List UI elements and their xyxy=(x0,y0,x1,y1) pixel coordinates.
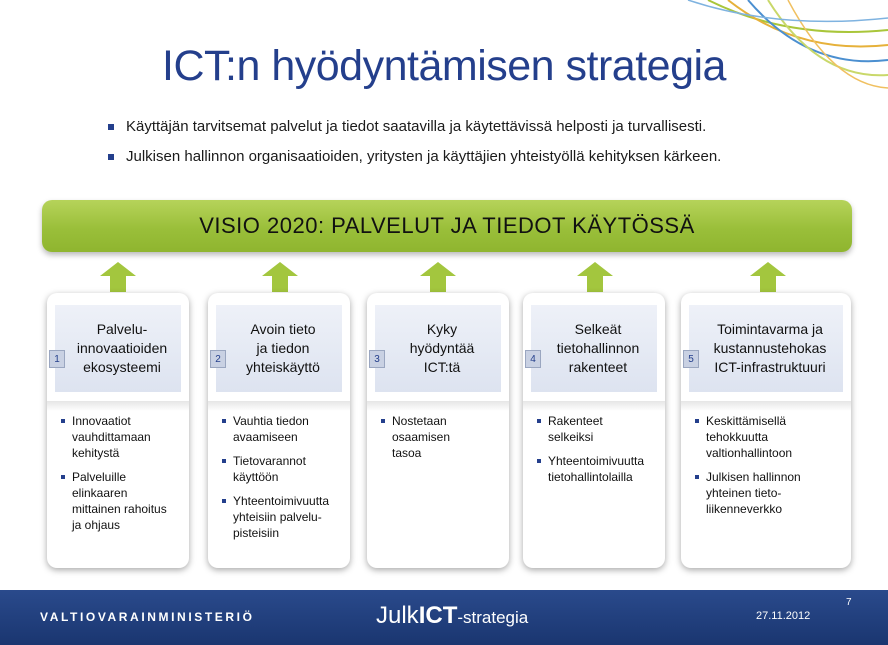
card-header xyxy=(216,305,342,392)
strategy-card xyxy=(523,293,665,568)
card-title: Palvelu- innovaatioiden ekosysteemi xyxy=(76,321,168,375)
card-header xyxy=(531,305,657,392)
up-arrow-icon xyxy=(100,262,136,292)
card-items xyxy=(695,413,845,525)
slide-date: 27.11.2012 xyxy=(756,610,811,622)
card-title: Toimintavarma ja kustannustehokas ICT-infrastruktuuri xyxy=(713,321,827,375)
list-item: Julkisen hallinnon yhteinen tieto- liikenneverkko xyxy=(695,469,845,517)
card-items xyxy=(61,413,183,541)
strategy-card xyxy=(47,293,189,568)
bullet-square-icon xyxy=(61,419,65,423)
up-arrow-icon xyxy=(420,262,456,292)
card-header xyxy=(55,305,181,392)
intro-bullet xyxy=(108,148,848,165)
card-number: 4 xyxy=(525,350,541,368)
card-items xyxy=(381,413,503,469)
intro-bullet xyxy=(108,118,848,135)
card-title: Selkeät tietohallinnon rakenteet xyxy=(556,321,640,375)
footer-bar xyxy=(0,590,888,645)
bullet-square-icon xyxy=(108,154,114,160)
card-items xyxy=(222,413,344,549)
bullet-square-icon xyxy=(222,499,226,503)
vision-banner: VISIO 2020: PALVELUT JA TIEDOT KÄYTÖSSÄ xyxy=(42,200,852,252)
bullet-square-icon xyxy=(695,419,699,423)
bullet-square-icon xyxy=(381,419,385,423)
card-header xyxy=(375,305,501,392)
strategy-card xyxy=(367,293,509,568)
page-number: 7 xyxy=(846,597,852,608)
list-item: Palveluille elinkaaren mittainen rahoitus ja ohjaus xyxy=(61,469,183,533)
bullet-text: Julkisen hallinnon organisaatioiden, yritysten ja käyttäjien yhteistyöllä kehityksen kärkeen. xyxy=(126,148,722,165)
ministry-name: VALTIOVARAINMINISTERIÖ xyxy=(40,610,255,624)
up-arrow-icon xyxy=(262,262,298,292)
card-title: Kyky hyödyntää ICT:tä xyxy=(409,321,475,375)
card-number: 3 xyxy=(369,350,385,368)
intro-bullets xyxy=(108,118,848,178)
bullet-square-icon xyxy=(695,475,699,479)
card-number: 2 xyxy=(210,350,226,368)
strategy-card xyxy=(681,293,851,568)
bullet-text: Käyttäjän tarvitsemat palvelut ja tiedot saatavilla ja käytettävissä helposti ja turvallisesti. xyxy=(126,118,707,135)
list-item: Rakenteet selkeiksi xyxy=(537,413,659,445)
card-title: Avoin tieto ja tiedon yhteiskäyttö xyxy=(246,321,320,375)
list-item: Vauhtia tiedon avaamiseen xyxy=(222,413,344,445)
strategy-card xyxy=(208,293,350,568)
card-number: 1 xyxy=(49,350,65,368)
up-arrow-icon xyxy=(577,262,613,292)
bullet-square-icon xyxy=(222,419,226,423)
bullet-square-icon xyxy=(537,459,541,463)
bullet-square-icon xyxy=(108,124,114,130)
brand-logo: JulkICT-strategia xyxy=(376,602,529,629)
bullet-square-icon xyxy=(537,419,541,423)
list-item: Keskittämisellä tehokkuutta valtionhallintoon xyxy=(695,413,845,461)
bullet-square-icon xyxy=(61,475,65,479)
list-item: Yhteentoimivuutta tietohallintolailla xyxy=(537,453,659,485)
list-item: Yhteentoimivuutta yhteisiin palvelu- pisteisiin xyxy=(222,493,344,541)
list-item: Tietovarannot käyttöön xyxy=(222,453,344,485)
slide-title: ICT:n hyödyntämisen strategia xyxy=(162,42,726,90)
bullet-square-icon xyxy=(222,459,226,463)
list-item: Innovaatiot vauhdittamaan kehitystä xyxy=(61,413,183,461)
card-number: 5 xyxy=(683,350,699,368)
card-items xyxy=(537,413,659,493)
list-item: Nostetaan osaamisen tasoa xyxy=(381,413,503,461)
up-arrow-icon xyxy=(750,262,786,292)
card-header xyxy=(689,305,843,392)
